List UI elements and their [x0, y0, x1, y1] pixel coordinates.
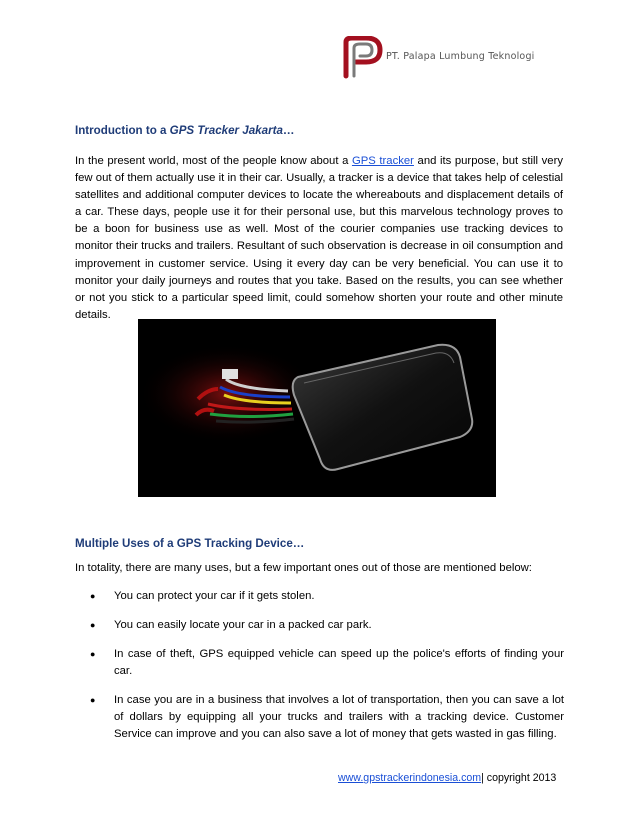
website-link[interactable]: www.gpstrackerindonesia.com — [338, 772, 482, 784]
list-item — [90, 617, 564, 634]
list-item-text: In case you are in a business that involves a lot of transportation, then you can save a lot of dollars by equipping all your trucks and trailers with a tracking device. Customer Service can improve and you can also save a lot of money that gets wasted in gas filling. — [114, 694, 564, 740]
section-heading-intro — [75, 124, 295, 137]
list-item-text: In case of theft, GPS equipped vehicle can speed up the police's efforts of finding your car. — [114, 648, 564, 677]
company-logo — [340, 36, 572, 80]
company-name: PT. Palapa Lumbung Teknologi — [386, 51, 535, 62]
heading-prefix: Introduction to a — [75, 124, 170, 137]
list-item — [90, 646, 564, 680]
copyright-text: | copyright 2013 — [481, 772, 557, 784]
list-item — [90, 692, 564, 743]
heading-suffix: … — [282, 124, 295, 137]
logo-p-mark-icon — [340, 36, 388, 80]
bullet-icon: ● — [90, 695, 96, 705]
heading-suffix: … — [292, 537, 305, 550]
uses-list — [90, 588, 564, 755]
heading-text: Multiple Uses of a GPS Tracking Device — [75, 537, 293, 550]
uses-intro: In totality, there are many uses, but a few important ones out of those are mentioned below: — [75, 562, 532, 574]
list-item — [90, 588, 564, 605]
page-footer — [338, 772, 556, 784]
gps-device-illustration — [138, 319, 496, 497]
bullet-icon: ● — [90, 649, 96, 659]
list-item-text: You can protect your car if it gets stolen. — [114, 590, 315, 602]
heading-emphasis: GPS Tracker Jakarta — [169, 124, 283, 137]
gps-tracker-link[interactable]: GPS tracker — [351, 155, 414, 167]
bullet-icon: ● — [90, 620, 96, 630]
gps-device-photo — [138, 319, 496, 497]
para-start: In the present world, most of the people know about a — [75, 155, 352, 167]
bullet-icon: ● — [90, 591, 96, 601]
intro-paragraph — [75, 153, 563, 324]
list-item-text: You can easily locate your car in a packed car park. — [114, 619, 372, 631]
section-heading-uses — [75, 537, 304, 550]
para-rest: and its purpose, but still very few out of them actually use it in their car. Usually, a tracker is a device that takes help of celestial satellites and additional computer devices to locate the whereabouts and displacement details of a car. These days, people use it for their personal use, but this marvelous technology proves to be a boon for business use as well. Most of the courier companies use tracking devices to monitor their trucks and trailers. Resultant of such observation is decrease in oil consumption and improvement in customer service. Using it every day can be very beneficial. You can use it to monitor your daily journeys and routes that you take. Based on the results, you can see whether or not you stick to a particular speed limit, could somehow shorten your route and other minute details. — [75, 155, 563, 321]
